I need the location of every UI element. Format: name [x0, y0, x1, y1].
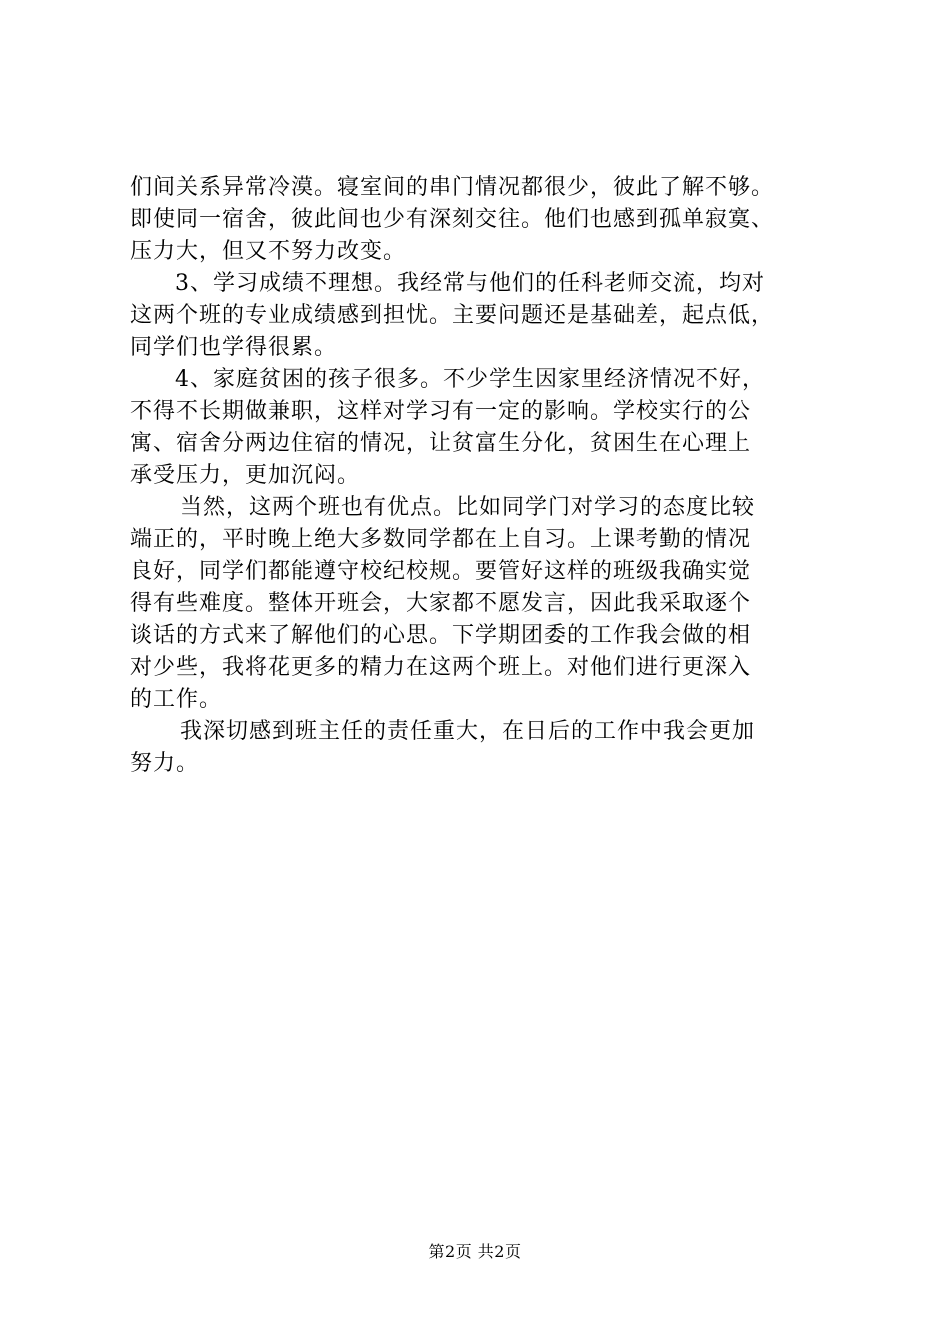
text-line: 这两个班的专业成绩感到担忧。主要问题还是基础差，起点低， — [130, 303, 775, 328]
text-line: 承受压力，更加沉闷。 — [130, 463, 361, 488]
document-body — [130, 172, 830, 780]
text-line: 不得不长期做兼职，这样对学习有一定的影响。学校实行的公 — [130, 399, 752, 424]
text-line: 即使同一宿舍，彼此间也少有深刻交往。他们也感到孤单寂寞、 — [130, 207, 775, 232]
text-line: 压力大，但又不努力改变。 — [130, 239, 407, 264]
text-line: 当然，这两个班也有优点。比如同学门对学习的态度比较 — [180, 495, 756, 520]
text-line: 同学们也学得很累。 — [130, 335, 338, 360]
text-line: 谈话的方式来了解他们的心思。下学期团委的工作我会做的相 — [130, 623, 752, 648]
text-line: 对少些，我将花更多的精力在这两个班上。对他们进行更深入 — [130, 655, 752, 680]
text-line: 端正的，平时晚上绝大多数同学都在上自习。上课考勤的情况 — [130, 527, 752, 552]
text-line: 们间关系异常冷漠。寝室间的串门情况都很少，彼此了解不够。 — [130, 175, 775, 200]
text-line: 3、学习成绩不理想。我经常与他们的任科老师交流，均对 — [175, 271, 765, 296]
text-line: 寓、宿舍分两边住宿的情况，让贫富生分化，贫困生在心理上 — [130, 431, 752, 456]
text-line: 的工作。 — [130, 687, 223, 712]
text-line: 努力。 — [130, 751, 200, 776]
text-line: 4、家庭贫困的孩子很多。不少学生因家里经济情况不好， — [175, 367, 765, 392]
page-footer — [0, 1242, 950, 1262]
text-line: 我深切感到班主任的责任重大，在日后的工作中我会更加 — [180, 719, 756, 744]
text-line: 得有些难度。整体开班会，大家都不愿发言，因此我采取逐个 — [130, 591, 752, 616]
text-line: 良好，同学们都能遵守校纪校规。要管好这样的班级我确实觉 — [130, 559, 752, 584]
page-number-label: 第2页 共2页 — [428, 1242, 522, 1261]
